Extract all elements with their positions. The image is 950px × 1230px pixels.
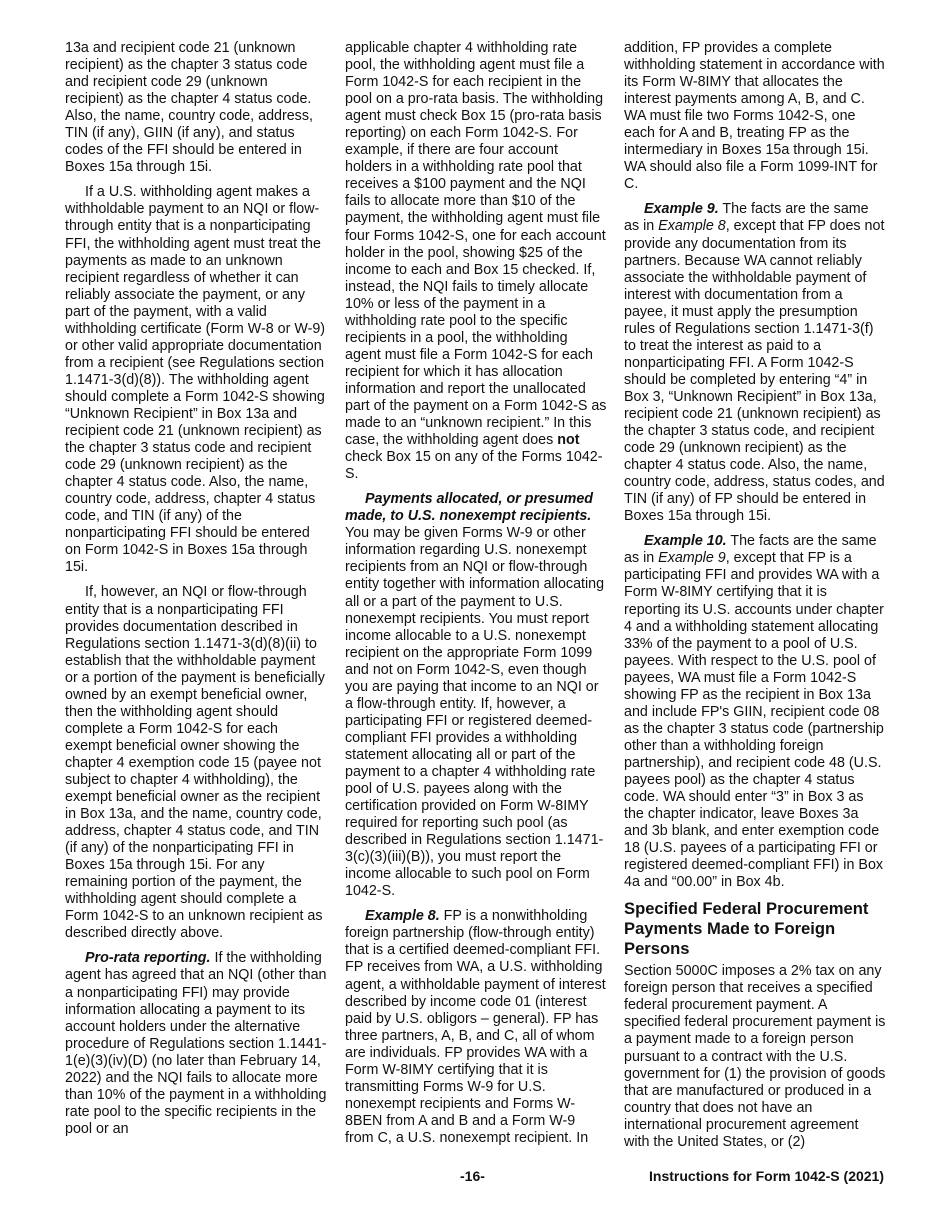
section-heading: Specified Federal Procurement Payments Made to Foreign Persons [624,899,869,959]
paragraph [65,950,327,1138]
paragraph-text: The facts are the same as in [624,533,877,567]
paragraph [345,40,607,483]
run-in-heading: Example 8. [365,908,440,925]
bold-emphasis: not [557,432,580,449]
paragraph-text: applicable chapter 4 withholding rate pool, the withholding agent must file a Form 1042-S for each recipient in the pool on a pro-rata basis. The withholding agent must check Box 15 (pro-rata basis reporting) on each Form 1042-S. For example, if there are four account holders in a withholding rate pool that receives a $100 payment and the NQI fails to allocate more than $10 of the payment, the withholding agent must file four Forms 1042-S, one for each account holder in the pool, showing $25 of the income to each and Box 15 checked. If, instead, the NQI fails to timely allocate 10% or less of the payment in a withholding rate pool to the specific recipients in a pool, the withholding agent must file a Form 1042-S for each recipient for which it has allocation information and report the unallocated part of the payment on a Form 1042-S as made to an “unknown recipient.” In this case, the withholding agent does [345,40,607,449]
paragraph: If a U.S. withholding agent makes a withholdable payment to an NQI or flow-through entity that is a nonparticipating FFI, the withholding agent must treat the payments as made to an unknown recipient regardless of whether it can reliably associate the payment, or any part of the payment, with a valid withholding certificate (Form W-8 or W-9) or other valid appropriate documentation from a recipient (see Regulations section 1.1471-3(d)(8)). The withholding agent should complete a Form 1042-S showing “Unknown Recipient” in Box 13a and recipient code 21 (unknown recipient) as the chapter 3 status code and recipient code 29 (unknown recipient) as the chapter 4 status code. Also, the name, country code, address, chapter 4 status code, and TIN (if any) of the nonparticipating FFI should be entered on Form 1042-S in Boxes 15a through 15i. [65,184,326,576]
paragraph: If, however, an NQI or flow-through entity that is a nonparticipating FFI provides documentation described in Regulations section 1.1471-3(d)(8)(ii) to establish that the withholdable payment or a portion of the payment is beneficially owned by an exempt beneficial owner, then the withholding agent should complete a Form 1042-S for each exempt beneficial owner showing the chapter 4 exemption code 15 (payee not subject to chapter 4 withholding), the exempt beneficial owner as the recipient in Box 13a, and the name, country code, address, chapter 4 status code, and TIN (if any) of the nonparticipating FFI in Boxes 15a through 15i. For any remaining portion of the payment, the withholding agent should complete a Form 1042-S to an unknown recipient as described directly above. [65,584,325,942]
run-in-heading: Example 9. [644,201,719,218]
paragraph-text: , except that FP is a participating FFI and provides WA with a Form W-8IMY certifying that it is reporting its U.S. accounts under chapter 4 and a withholding statement allocating 33% of the payment to a pool of U.S. payees. With respect to the U.S. pool of payees, WA must file a Form 1042-S showing FP as the recipient in Box 13a and include FP's GIIN, recipient code 08 as the chapter 3 status code (partnership other than a withholding foreign partnership), and recipient code 48 (U.S. payees pool) as the chapter 4 status code. WA should enter “3” in Box 3 as the chapter indicator, leave Boxes 3a and 3b blank, and enter exemption code 18 (U.S. payees of a participating FFI or registered deemed-compliant FFI) in Box 4a and “00.00” in Box 4b. [624,550,884,891]
paragraph-text: check Box 15 on any of the Forms 1042-S. [345,449,603,483]
example-reference: Example 8 [658,218,726,235]
paragraph-text: If the withholding agent has agreed that an NQI (other than a nonparticipating FFI) may provide information allocating a payment to its account holders under the alternative procedure of Regulations section 1.1441-1(e)(3)(iv)(D) (no later than February 14, 2022) and the NQI fails to allocate more than 10% of the payment in a withholding rate pool to the specific recipients in the pool or an [65,950,327,1137]
page-number: -16- [460,1168,485,1184]
column-3 [624,40,886,1159]
run-in-heading: Payments allocated, or presumed made, to U.S. nonexempt recipients. [345,491,594,525]
run-in-heading: Example 10. [644,533,727,550]
paragraph-text: , except that FP does not provide any documentation from its partners. Because WA cannot reliably associate the withholdable payment of interest with documentation from a payee, it must apply the presumption rules of Regulations section 1.1471-3(f) to treat the interest as paid to a nonparticipating FFI. A Form 1042-S should be completed by entering “4” in Box 3, “Unknown Recipient” in Box 13a, recipient code 21 (unknown recipient) as the chapter 3 status code, and recipient code 29 (unknown recipient) as the chapter 4 status code. Also, the name, country code, address, status codes, and TIN (if any) of FP should be entered in Boxes 15a through 15i. [624,218,885,525]
paragraph-text: You may be given Forms W-9 or other information regarding U.S. nonexempt recipients from an NQI or flow-through entity together with information allocating all or a part of the payment to U.S. nonexempt recipients. You must report income allocable to a U.S. nonexempt recipient on the appropriate Form 1099 and not on Form 1042-S, even though you are paying that income to an NQI or a flow-through entity. If, however, a participating FFI or registered deemed-compliant FFI provides a withholding statement allocating all or part of the payment to a chapter 4 withholding rate pool of U.S. payees along with the certification provided on Form W-8IMY required for reporting such pool (as described in Regulations section 1.1471-3(c)(3)(iii)(B)), you must report the income allocable to such pool on Form 1042-S. [345,525,605,900]
paragraph-text: The facts are the same as in [624,201,869,235]
column-2 [345,40,607,1155]
paragraph [345,908,607,1147]
paragraph: Section 5000C imposes a 2% tax on any foreign person that receives a specified federal procurement payment. A specified federal procurement payment is a payment made to a foreign person pursuant to a contract with the U.S. government for (1) the provision of goods that are manufactured or produced in a country that does not have an international procurement agreement with the United States, or (2) [624,963,886,1150]
paragraph-text: FP is a nonwithholding foreign partnership (flow-through entity) that is a certified deemed-compliant FFI. FP receives from WA, a U.S. withholding agent, a withholdable payment of interest described by income code 01 (interest paid by U.S. obligors – general). FP has three partners, A, B, and C, all of whom are individuals. FP provides WA with a Form W-8IMY certifying that it is transmitting Forms W-9 for U.S. nonexempt recipients and Forms W-8BEN from A and B and a Form W-9 from C, a U.S. nonexempt recipient. In [345,908,606,1146]
form-title: Instructions for Form 1042-S (2021) [649,1168,884,1184]
paragraph [624,533,886,891]
column-1 [65,40,327,1146]
example-reference: Example 9 [658,550,726,567]
paragraph [624,201,886,525]
paragraph [345,491,607,900]
paragraph: 13a and recipient code 21 (unknown recipient) as the chapter 3 status code and recipient code 29 (unknown recipient) as the chapter 4 status code. Also, the name, country code, address, TIN (if any), GIIN (if any), and status codes of the FFI should be entered in Boxes 15a through 15i. [65,40,313,176]
run-in-heading: Pro-rata reporting. [85,950,211,967]
paragraph: addition, FP provides a complete withholding statement in accordance with its Form W-8IMY that allocates the interest payments among A, B, and C. WA must file two Forms 1042-S, one each for A and B, treating FP as the intermediary in Boxes 15a through 15i. WA should also file a Form 1099-INT for C. [624,40,885,193]
